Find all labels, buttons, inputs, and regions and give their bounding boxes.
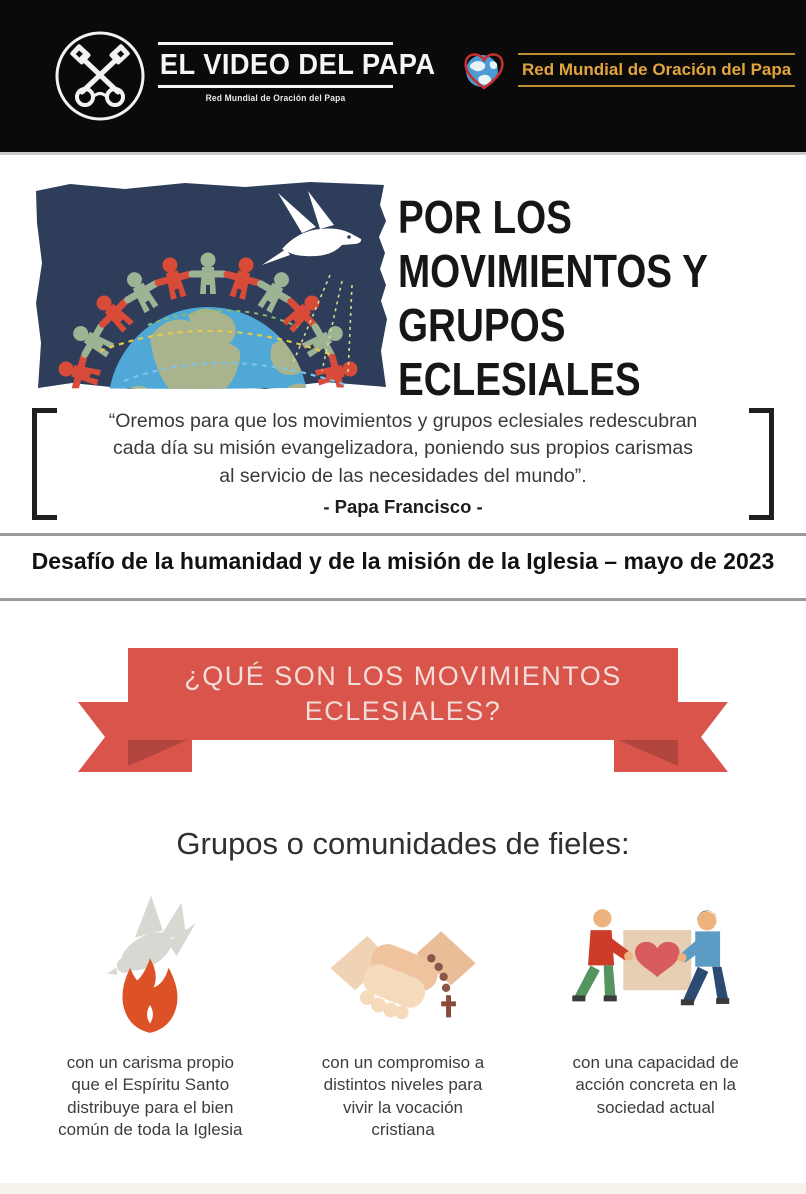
- people-circle-globe-dove-illustration: [30, 175, 390, 397]
- left-bracket: [32, 408, 57, 520]
- page-title-line: GRUPOS ECLESIALES: [398, 299, 641, 405]
- handshake-rosary-icon: [323, 916, 483, 1040]
- pope-quote-block: [32, 404, 774, 522]
- challenge-subtitle: Desafío de la humanidad y de la misión de la Iglesia – mayo de 2023: [31, 548, 775, 574]
- banner-line: ECLESIALES?: [304, 696, 502, 726]
- group-item-compromiso: [277, 888, 530, 1159]
- divider-top: [0, 533, 806, 536]
- dove-flame-icon: [86, 892, 214, 1040]
- quote-line: al servicio de las necesidades del mundo”.: [219, 464, 587, 487]
- divider-bottom: [0, 598, 806, 601]
- globe-heart-icon: [460, 46, 508, 94]
- prayer-network-brand: [460, 46, 806, 94]
- right-bracket: [749, 408, 774, 520]
- icon-box: [571, 888, 741, 1040]
- groups-heading: Grupos o comunidades de fieles:: [176, 826, 630, 861]
- group-item-accion: [529, 888, 782, 1159]
- brand-subtitle: Red Mundial de Oración del Papa: [205, 93, 346, 103]
- quote-attribution: - Papa Francisco -: [323, 495, 483, 517]
- page-title-line: POR LOS: [398, 191, 572, 243]
- group-item-carisma: [24, 888, 277, 1159]
- icon-box: [323, 888, 483, 1040]
- bottom-strip: [0, 1183, 806, 1194]
- brand-title: EL VIDEO DEL PAPA: [159, 49, 436, 81]
- header-bar: [0, 0, 806, 155]
- quote-line: “Oremos para que los movimientos y grupos eclesiales redescubran: [108, 410, 698, 432]
- group-caption: con una capacidad de acción concreta en la sociedad actual: [572, 1053, 739, 1117]
- group-caption: con un carisma propio que el Espíritu Santo distribuye para el bien común de toda la Iglesia: [58, 1053, 243, 1140]
- quote-line: cada día su misión evangelizadora, poniendo sus propios carismas: [113, 437, 693, 460]
- page-title-line: MOVIMIENTOS Y: [398, 245, 708, 297]
- crossed-keys-logo: [52, 28, 148, 124]
- section-banner-title: [128, 648, 678, 740]
- group-caption: con un compromiso a distintos niveles para vivir la vocación cristiana: [321, 1053, 485, 1140]
- icon-box: [86, 888, 214, 1040]
- page-title: [398, 190, 806, 406]
- groups-columns: [24, 888, 782, 1159]
- people-carrying-heart-icon: [571, 896, 741, 1040]
- brand-wordmark: [158, 42, 436, 103]
- quote-text: [57, 404, 749, 518]
- network-label: Red Mundial de Oración del Papa: [522, 60, 792, 79]
- banner-line: ¿QUÉ SON LOS MOVIMIENTOS: [184, 660, 622, 691]
- network-label-block: [518, 53, 795, 87]
